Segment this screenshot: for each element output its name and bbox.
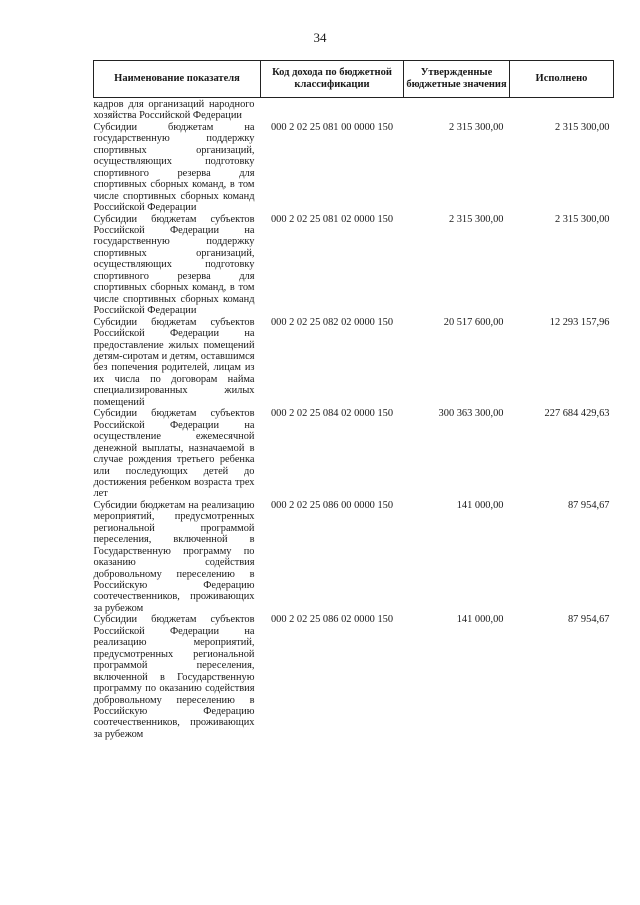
row-name: Субсидии бюджетам субъектов Российской Федерации на реализацию мероприятий, предусмотренных региональной программой переселения, включенной в Государственную программу по оказанию содействия добровольному переселению в Российскую Федерацию соотечественников, проживающих за рубежом <box>93 614 255 740</box>
header-code: Код дохода по бюджетной классификации <box>261 61 404 98</box>
header-executed: Исполнено <box>510 61 614 98</box>
header-approved: Утвержденные бюджетные значения <box>404 61 510 98</box>
row-approved: 141 000,00 <box>456 499 504 511</box>
table-row <box>94 122 614 214</box>
row-name: Субсидии бюджетам на реализацию мероприятий, предусмотренных региональной программой переселения, включенной в Государственную программу по оказанию содействия добровольному переселению в Российскую Федерацию соотечественников, проживающих за рубежом <box>93 499 255 614</box>
table-row <box>94 214 614 317</box>
row-name: Субсидии бюджетам на государственную поддержку спортивных организаций, осуществляющих подготовку спортивного резерва для спортивных сборных команд, в том числе спортивных сборных команд Российской Федерации <box>93 121 255 214</box>
row-executed: 227 684 429,63 <box>544 408 610 420</box>
row-code: 000 2 02 25 086 00 0000 150 <box>270 499 394 511</box>
table-row <box>94 317 614 409</box>
row-executed: 87 954,67 <box>567 614 610 626</box>
table-row <box>94 614 614 740</box>
row-executed: 12 293 157,96 <box>549 316 610 328</box>
row-executed: 2 315 300,00 <box>554 213 610 225</box>
budget-table <box>93 60 614 740</box>
row-code: 000 2 02 25 084 02 0000 150 <box>270 408 394 420</box>
row-name: Субсидии бюджетам субъектов Российской Федерации на предоставление жилых помещений детям-сиротам и детям, оставшимся без попечения родителей, лицам из их числа по договорам найма специализированных жилых помещений <box>93 316 255 408</box>
row-approved: 20 517 600,00 <box>443 316 504 328</box>
row-executed: 87 954,67 <box>567 499 610 511</box>
row-code <box>261 98 404 122</box>
row-approved: 2 315 300,00 <box>448 213 504 225</box>
table-header-row <box>94 61 614 98</box>
row-approved: 2 315 300,00 <box>448 121 504 133</box>
row-executed <box>510 98 614 122</box>
table-row <box>94 408 614 500</box>
row-code: 000 2 02 25 086 02 0000 150 <box>270 614 394 626</box>
row-name: Субсидии бюджетам субъектов Российской Федерации на государственную поддержку спортивных организаций, осуществляющих подготовку спортивного резерва для спортивных сборных команд, в том числе спортивных сборных команд Российской Федерации <box>93 213 255 317</box>
row-approved <box>404 98 510 122</box>
row-approved: 300 363 300,00 <box>438 408 504 420</box>
row-code: 000 2 02 25 082 02 0000 150 <box>270 316 394 328</box>
row-code: 000 2 02 25 081 02 0000 150 <box>270 213 394 225</box>
row-executed: 2 315 300,00 <box>554 121 610 133</box>
header-name: Наименование показателя <box>94 61 261 98</box>
row-approved: 141 000,00 <box>456 614 504 626</box>
row-code: 000 2 02 25 081 00 0000 150 <box>270 121 394 133</box>
table-row <box>94 500 614 615</box>
table-row <box>94 98 614 122</box>
row-name: кадров для организаций народного хозяйства Российской Федерации <box>93 99 255 122</box>
row-name: Субсидии бюджетам субъектов Российской Федерации на осуществление ежемесячной денежной выплаты, назначаемой в случае рождения третьего ребенка или последующих детей до достижения ребенком возраста трех лет <box>93 408 255 500</box>
page-number: 34 <box>313 30 327 45</box>
